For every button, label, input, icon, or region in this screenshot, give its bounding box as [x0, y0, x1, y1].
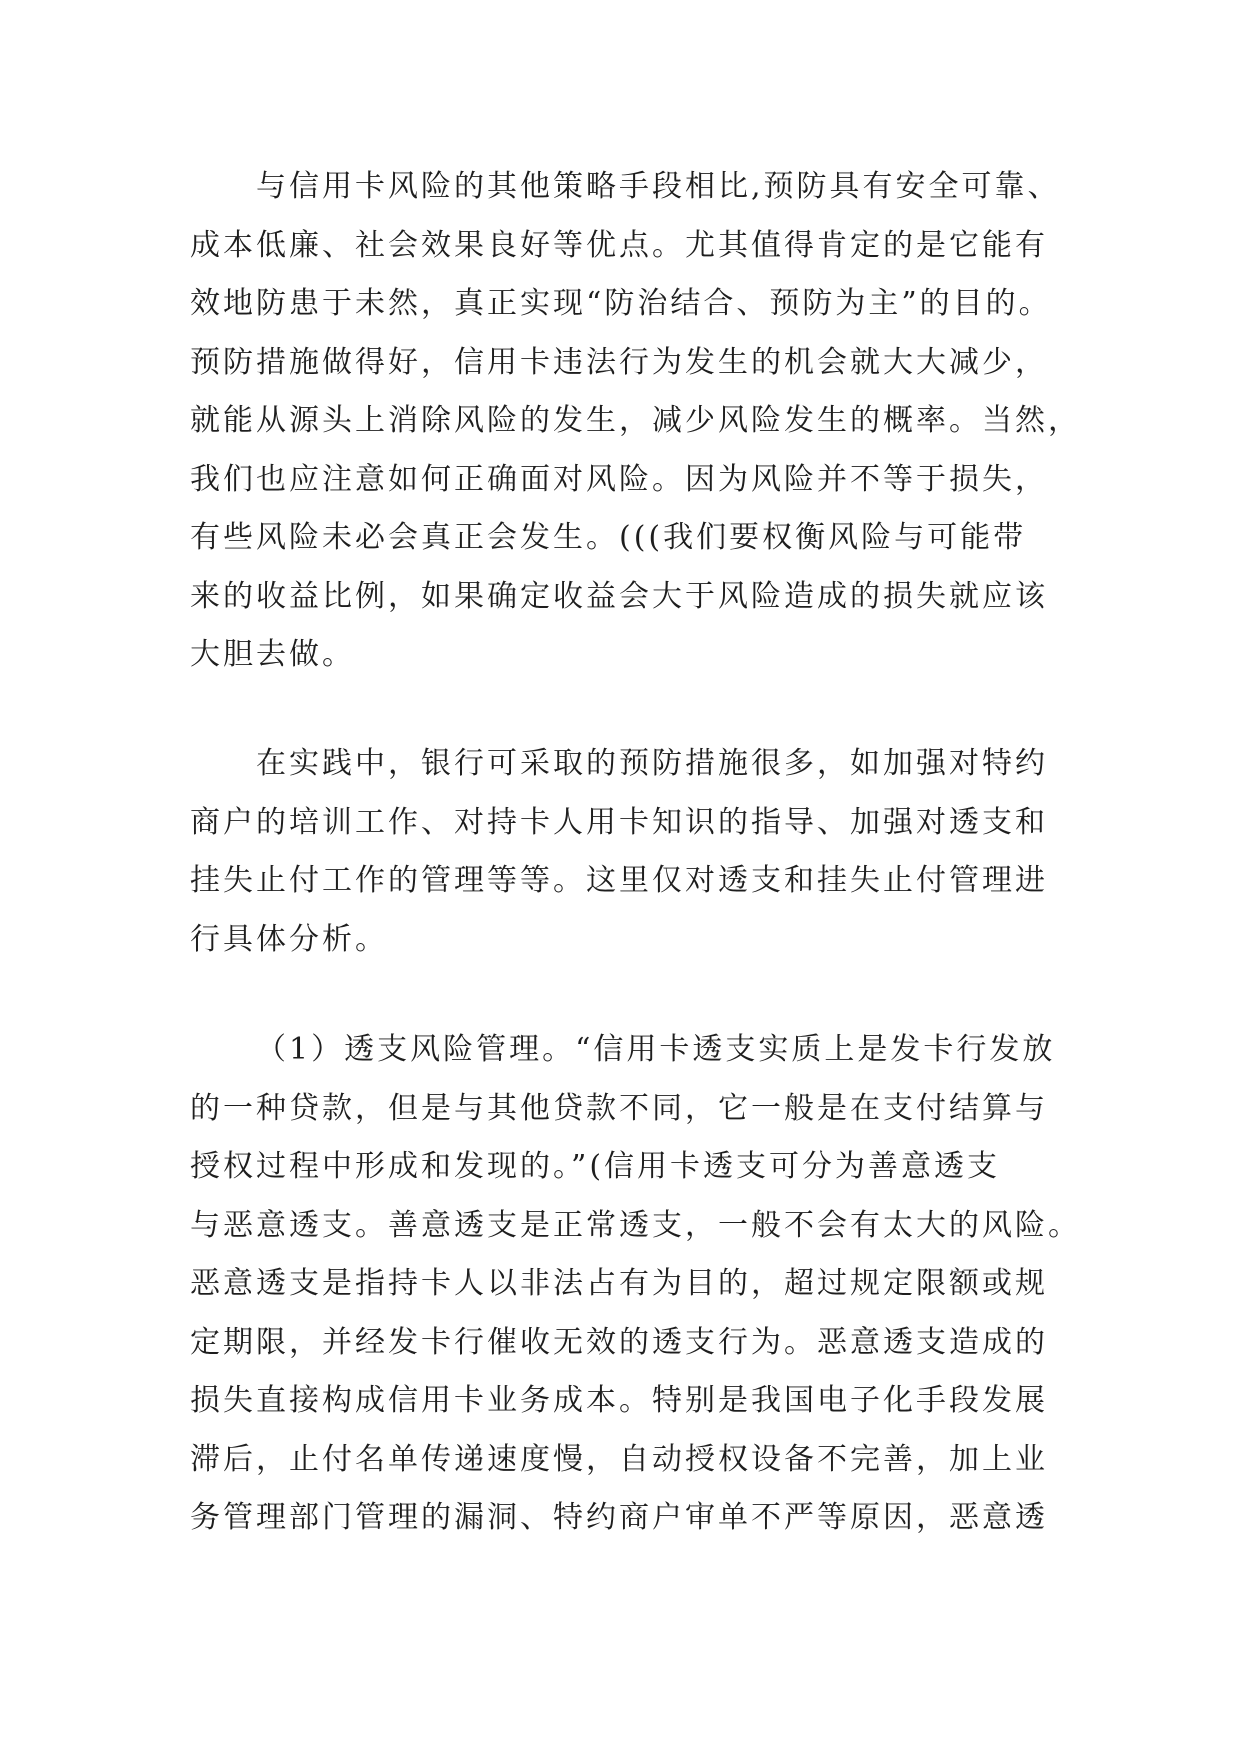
- text-line: 在实践中，银行可采取的预防措施很多，如加强对特约: [256, 746, 1048, 781]
- paragraph-prevention-measures: [190, 735, 1090, 969]
- text-line: 大胆去做。: [190, 637, 355, 672]
- text-line: 的一种贷款，但是与其他贷款不同，它一般是在支付结算与: [190, 1090, 1048, 1126]
- text-line: 滞后，止付名单传递速度慢，自动授权设备不完善，加上业: [190, 1441, 1048, 1477]
- text-line: 与恶意透支。善意透支是正常透支，一般不会有太大的风险。: [190, 1207, 1081, 1243]
- text-line: 挂失止付工作的管理等等。这里仅对透支和挂失止付管理进: [190, 863, 1048, 898]
- paragraph-overdraft-risk: [190, 1021, 1090, 1548]
- text-line: 预防措施做得好，信用卡违法行为发生的机会就大大减少，: [190, 344, 1048, 380]
- text-line: 商户的培训工作、对持卡人用卡知识的指导、加强对透支和: [190, 804, 1048, 840]
- text-line: 务管理部门管理的漏洞、特约商户审单不严等原因，恶意透: [190, 1500, 1048, 1535]
- text-line: 效地防患于未然，真正实现“防治结合、预防为主”的目的。: [190, 286, 1052, 321]
- text-line: 来的收益比例，如果确定收益会大于风险造成的损失就应该: [190, 578, 1048, 614]
- text-line: 就能从源头上消除风险的发生，减少风险发生的概率。当然，: [190, 403, 1081, 438]
- text-line: 成本低廉、社会效果良好等优点。尤其值得肯定的是它能有: [190, 227, 1048, 263]
- text-line: 损失直接构成信用卡业务成本。特别是我国电子化手段发展: [190, 1383, 1048, 1418]
- text-line: 行具体分析。: [190, 921, 388, 957]
- text-line: 定期限，并经发卡行催收无效的透支行为。恶意透支造成的: [190, 1324, 1048, 1360]
- text-line: 有些风险未必会真正会发生。(((我们要权衡风险与可能带: [190, 520, 1027, 555]
- paragraph-prevention-advantages: [190, 158, 1090, 685]
- text-line: 与信用卡风险的其他策略手段相比,预防具有安全可靠、: [256, 169, 1061, 204]
- text-line: （1）透支风险管理。“信用卡透支实质上是发卡行发放: [256, 1032, 1056, 1067]
- text-line: 授权过程中形成和发现的。”(信用卡透支可分为善意透支: [190, 1149, 1001, 1184]
- text-line: 我们也应注意如何正确面对风险。因为风险并不等于损失，: [190, 461, 1048, 497]
- text-line: 恶意透支是指持卡人以非法占有为目的，超过规定限额或规: [190, 1266, 1048, 1301]
